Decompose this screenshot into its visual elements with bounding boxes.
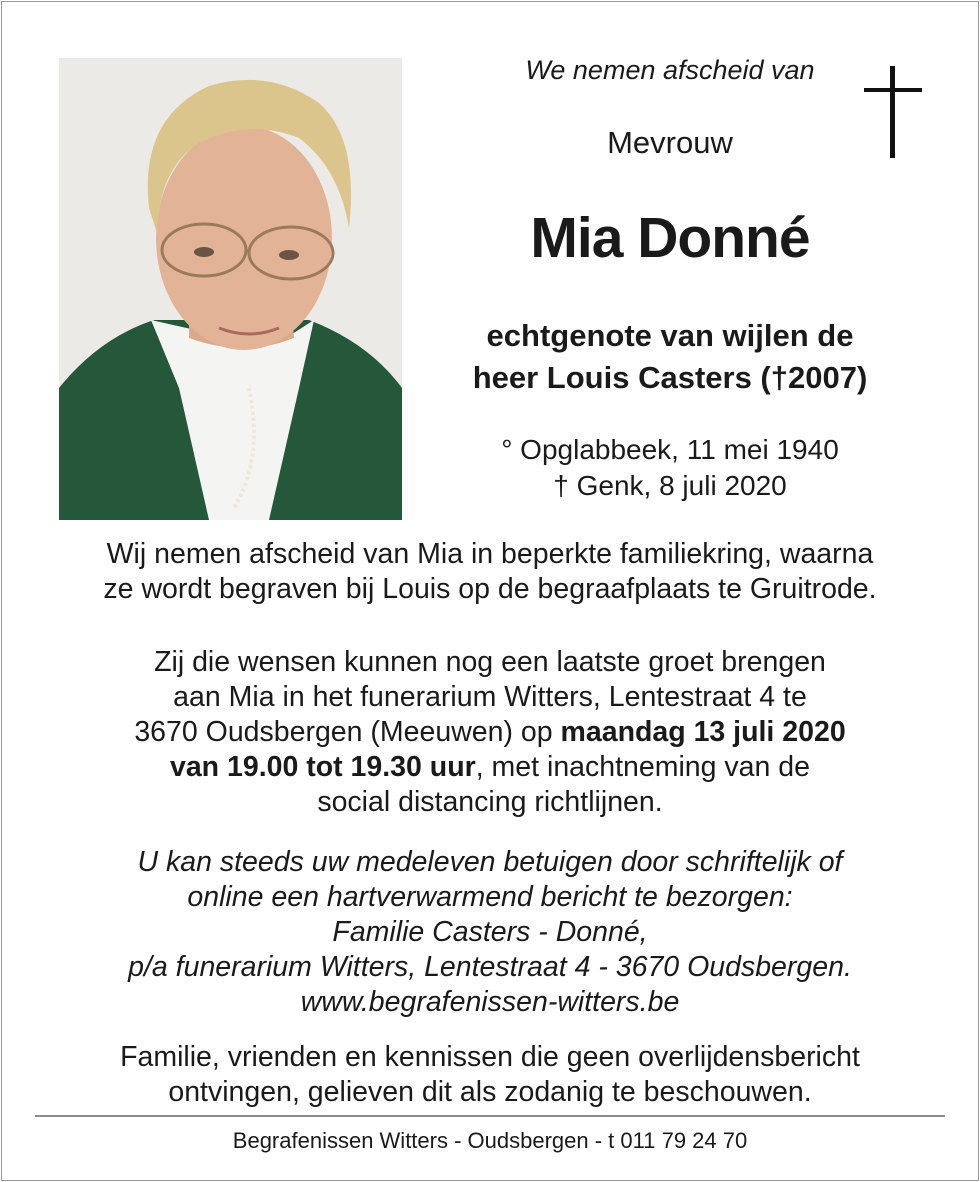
spouse-line: echtgenote van wijlen de bbox=[486, 318, 854, 353]
text-line: p/a funerarium Witters, Lentestraat 4 - 3670 Oudsbergen. bbox=[128, 951, 852, 983]
deceased-name: Mia Donné bbox=[530, 206, 810, 270]
text-line: Zij die wensen kunnen nog een laatste groet brengen bbox=[154, 646, 826, 678]
text-segment: 3670 Oudsbergen (Meeuwen) op bbox=[134, 716, 561, 748]
text-line: social distancing richtlijnen. bbox=[317, 786, 663, 818]
text-line bbox=[30, 715, 950, 750]
death-date: † Genk, 8 juli 2020 bbox=[553, 470, 787, 501]
text-line: ze wordt begraven bij Louis op de begraafplaats te Gruitrode. bbox=[103, 573, 877, 605]
portrait-photo bbox=[59, 58, 402, 520]
paragraph-notice bbox=[30, 1040, 950, 1110]
divider bbox=[35, 1115, 945, 1117]
text-line: Familie, vrienden en kennissen die geen overlijdensbericht bbox=[120, 1041, 860, 1073]
life-dates bbox=[410, 432, 930, 504]
text-line: Familie Casters - Donné, bbox=[332, 916, 648, 948]
birth-date: ° Opglabbeek, 11 mei 1940 bbox=[501, 434, 839, 465]
text-segment: , met inachtneming van de bbox=[475, 751, 810, 783]
intro-text: We nemen afscheid van bbox=[525, 55, 815, 85]
footer-contact: Begrafenissen Witters - Oudsbergen - t 011 79 24 70 bbox=[232, 1128, 748, 1153]
visitation-date: maandag 13 juli 2020 bbox=[560, 716, 846, 748]
text-line: aan Mia in het funerarium Witters, Lentestraat 4 te bbox=[173, 681, 807, 713]
spouse-info bbox=[410, 315, 930, 399]
honorific: Mevrouw bbox=[607, 125, 733, 160]
paragraph-visitation bbox=[30, 645, 950, 820]
paragraph-condolences bbox=[30, 845, 950, 1020]
text-line bbox=[30, 750, 950, 785]
website-link[interactable]: www.begrafenissen-witters.be bbox=[300, 986, 680, 1018]
visitation-time: van 19.00 tot 19.30 uur bbox=[169, 751, 476, 783]
text-line: Wij nemen afscheid van Mia in beperkte familiekring, waarna bbox=[106, 538, 874, 570]
text-line: ontvingen, gelieven dit als zodanig te beschouwen. bbox=[168, 1076, 812, 1108]
paragraph-farewell bbox=[30, 537, 950, 607]
text-line: online een hartverwarmend bericht te bezorgen: bbox=[187, 881, 793, 913]
spouse-line: heer Louis Casters (†2007) bbox=[472, 360, 868, 395]
text-line: U kan steeds uw medeleven betuigen door schriftelijk of bbox=[137, 846, 843, 878]
